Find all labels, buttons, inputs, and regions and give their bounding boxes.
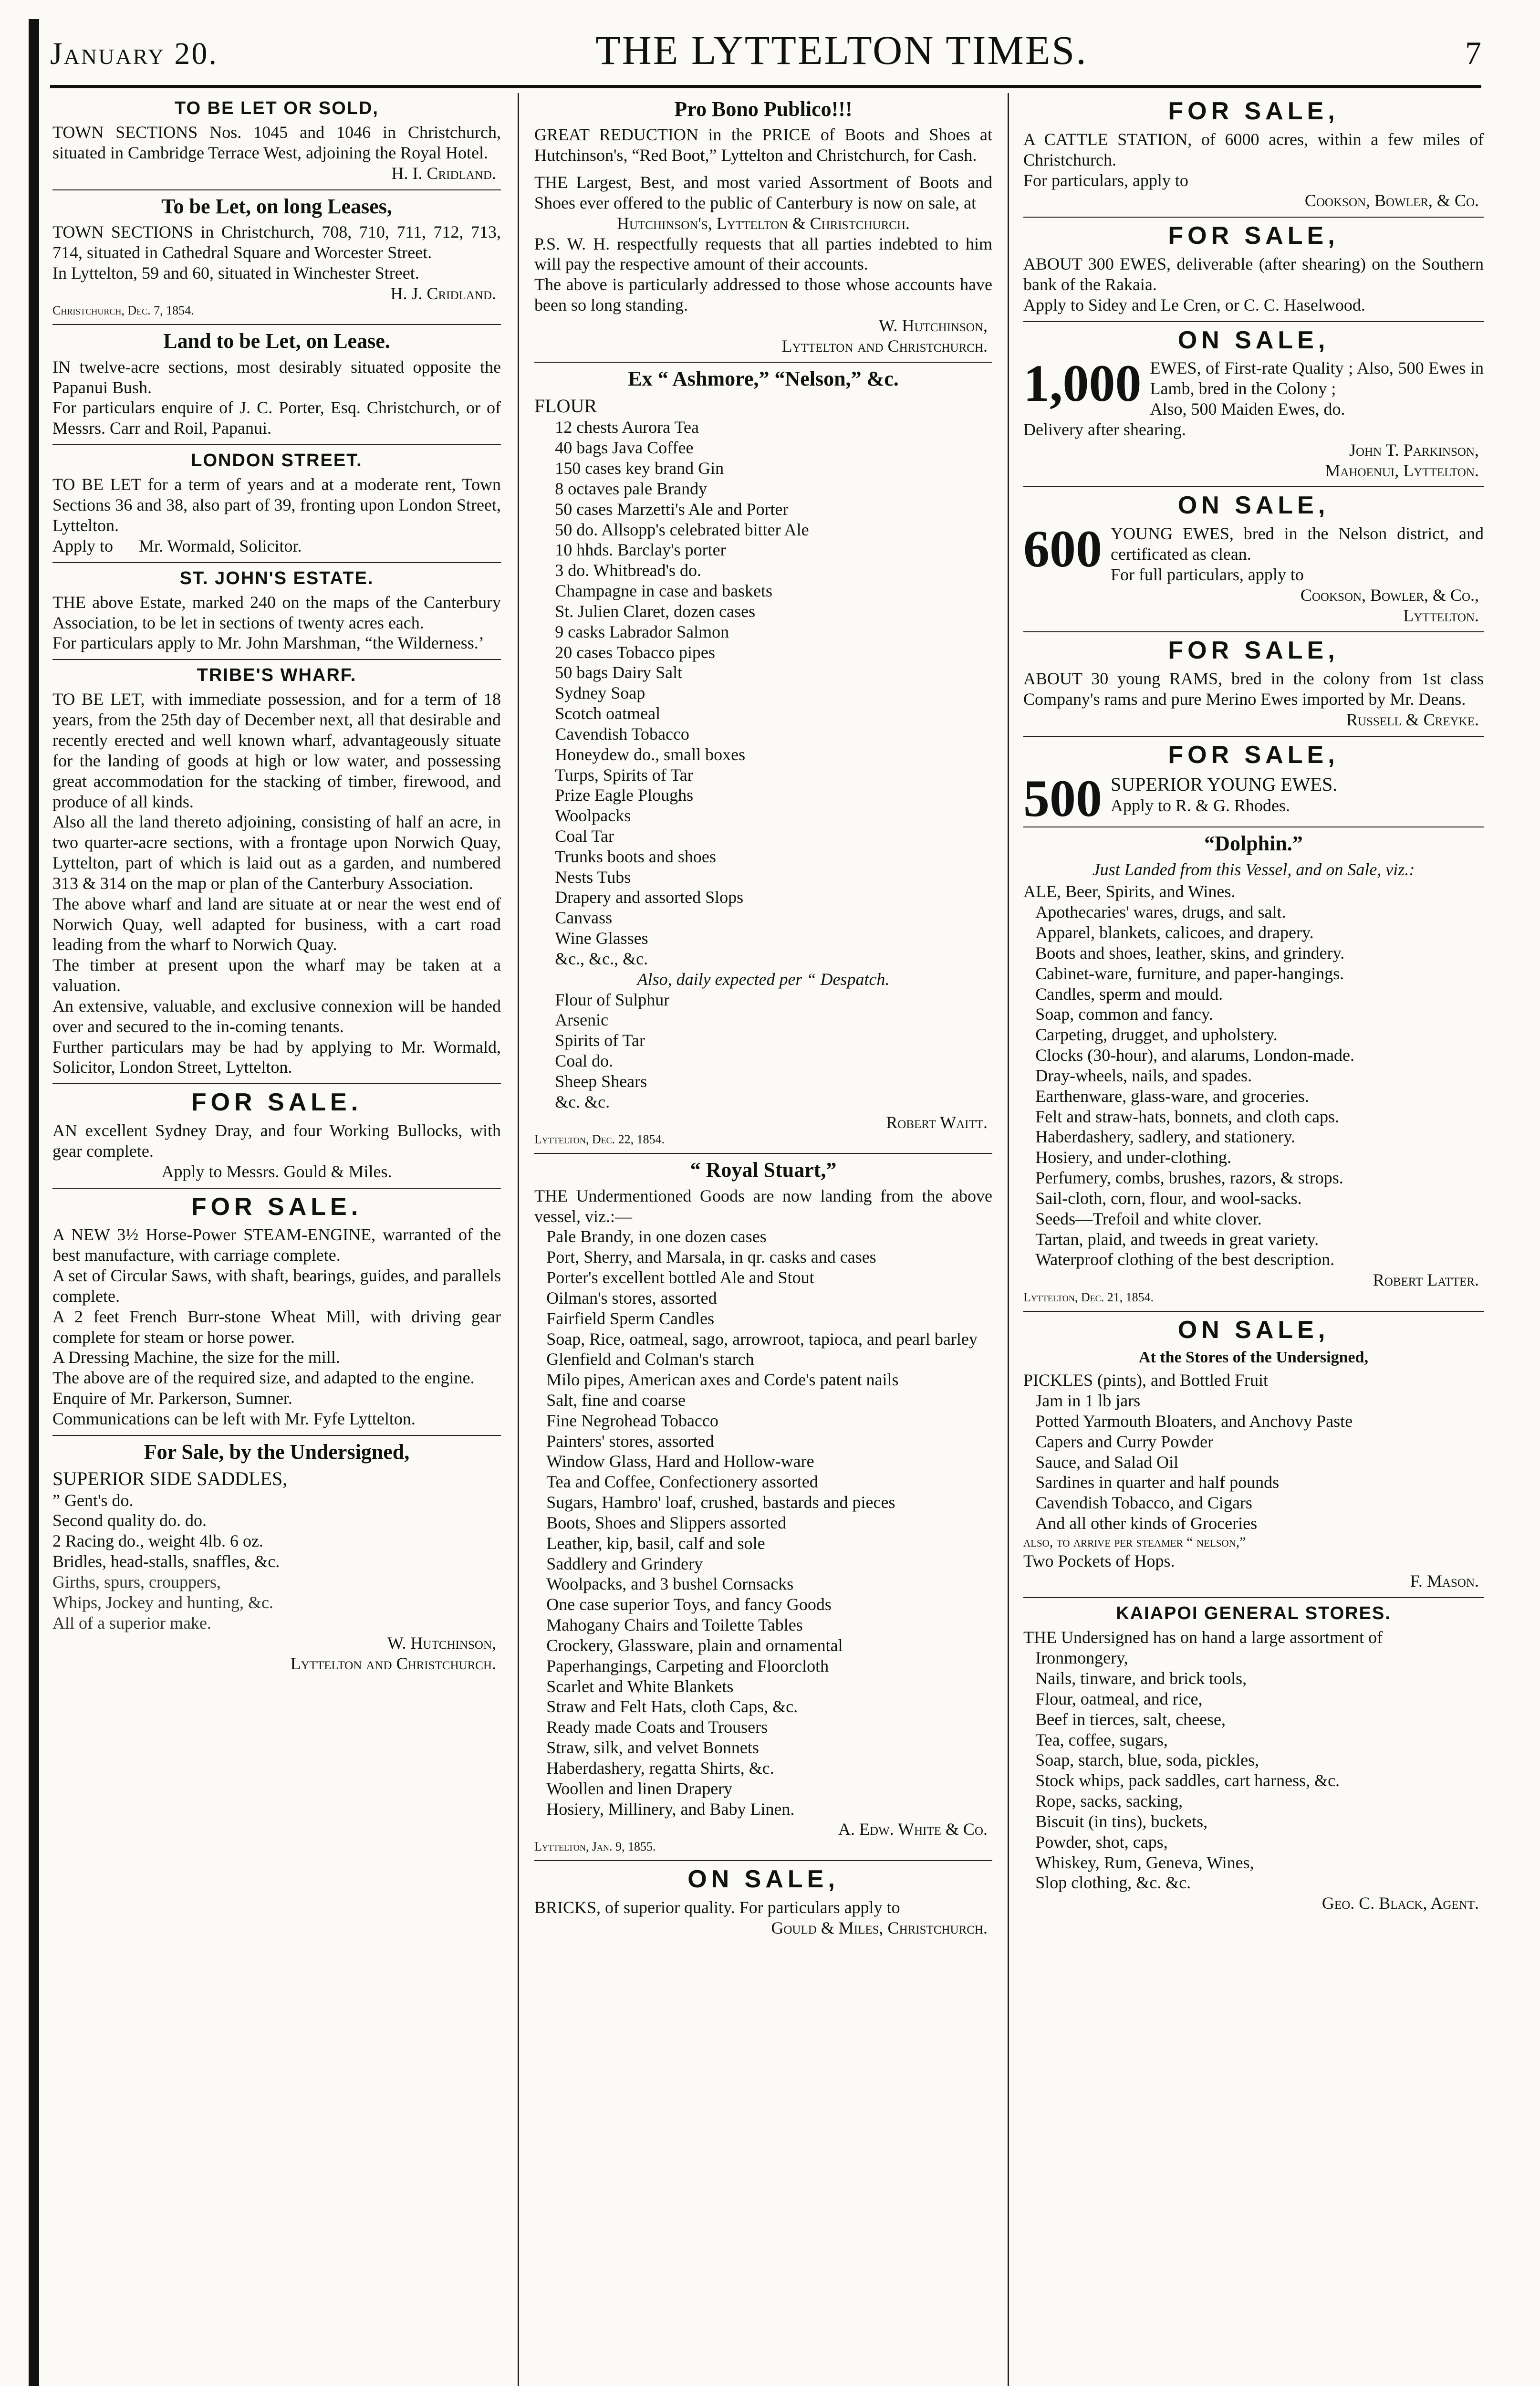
list-item: 40 bags Java Coffee <box>555 438 694 458</box>
advert-heading: LONDON STREET. <box>191 450 363 471</box>
advert-land-lease <box>52 325 501 445</box>
advert-body: ABOUT 30 young RAMS, bred in the colony from 1st class Company's rams and pure Merino Ewes imported by Mr. Deans. <box>1023 669 1484 709</box>
list-item: 12 chests Aurora Tea <box>555 418 699 437</box>
list-item: Paperhangings, Carpeting and Floorcloth <box>546 1656 829 1675</box>
advert-signature: Lyttelton. <box>1403 606 1479 625</box>
list-item: Drapery and assorted Slops <box>555 888 744 907</box>
advert-signature: H. I. Cridland. <box>391 163 496 183</box>
advert-heading: Ex “ Ashmore,” “Nelson,” &c. <box>628 367 899 391</box>
list-item: Saddlery and Grindery <box>546 1554 703 1573</box>
advert-heading: “Dolphin.” <box>1204 832 1303 856</box>
list-item: Woolpacks <box>555 806 631 826</box>
list-item: Straw, silk, and velvet Bonnets <box>546 1738 759 1758</box>
list-item: Capers and Curry Powder <box>1035 1432 1214 1451</box>
advert-body: An extensive, valuable, and exclusive connexion will be handed over and secured to the in-coming tenants. <box>52 996 501 1036</box>
advert-body: For particulars, apply to <box>1023 170 1188 190</box>
list-item: Hosiery, and under-clothing. <box>1035 1148 1232 1167</box>
advert-body: P.S. W. H. respectfully requests that all parties indebted to him will pay the respective amount of their accounts. <box>534 234 992 274</box>
goods-list <box>1023 902 1484 1270</box>
list-item: Nails, tinware, and brick tools, <box>1035 1669 1247 1688</box>
list-item: 150 cases key brand Gin <box>555 459 724 478</box>
list-item: Boots and shoes, leather, skins, and grindery. <box>1035 943 1345 963</box>
list-item: Apothecaries' wares, drugs, and salt. <box>1035 902 1286 922</box>
header-rule <box>50 85 1481 88</box>
list-item: Woolpacks, and 3 bushel Cornsacks <box>546 1574 794 1594</box>
apply-label: Apply to <box>52 536 114 555</box>
advert-subheading: At the Stores of the Undersigned, <box>1138 1348 1368 1366</box>
list-item: Port, Sherry, and Marsala, in qr. casks and cases <box>546 1247 876 1267</box>
advert-body: Also all the land thereto adjoining, consisting of half an acre, in two quarter-acre sections, with a frontage upon Norwich Quay, Lyttelton, part of which is laid out as a garden, and numbered 313 & 314 on the map or plan of the Canterbury Association. <box>52 812 501 893</box>
advert-1000-ewes <box>1023 322 1484 488</box>
advert-body: ABOUT 300 EWES, deliverable (after shearing) on the Southern bank of the Rakaia. <box>1023 254 1484 294</box>
advert-body: IN twelve-acre sections, most desirably situated opposite the Papanui Bush. <box>52 357 501 397</box>
advert-line: Second quality do. do. <box>52 1511 207 1530</box>
advert-heading: ON SALE, <box>1177 1316 1330 1344</box>
list-item: 9 casks Labrador Salmon <box>555 622 729 641</box>
list-item: Tartan, plaid, and tweeds in great variety. <box>1035 1229 1319 1249</box>
list-item: Ready made Coats and Trousers <box>546 1717 768 1737</box>
advert-signature: F. Mason. <box>1410 1571 1479 1591</box>
issue-date: January 20. <box>50 36 218 71</box>
column-middle <box>534 93 992 2386</box>
advert-body: THE Undersigned has on hand a large assortment of <box>1023 1628 1383 1647</box>
advert-heading: FOR SALE. <box>191 1193 363 1221</box>
advert-signature: Lyttelton and Christchurch. <box>781 336 988 356</box>
list-item: Wine Glasses <box>555 929 648 948</box>
advert-signature: Robert Latter. <box>1373 1270 1479 1290</box>
list-item: Trunks boots and shoes <box>555 847 716 866</box>
list-item: 8 octaves pale Brandy <box>555 479 708 498</box>
list-item: Carpeting, drugget, and upholstery. <box>1035 1025 1278 1045</box>
list-item: Coal do. <box>555 1051 614 1071</box>
advert-heading: FOR SALE. <box>191 1088 363 1117</box>
advert-dateline: Lyttelton, Dec. 21, 1854. <box>1023 1290 1154 1304</box>
list-item: Whiskey, Rum, Geneva, Wines, <box>1035 1852 1254 1872</box>
advert-first-line: FLOUR <box>534 395 597 417</box>
advert-number: 600 <box>1023 520 1102 578</box>
advert-body: The above is particularly addressed to those whose accounts have been so long standing. <box>534 275 992 314</box>
advert-number: 1,000 <box>1023 354 1142 413</box>
advert-signature: A. Edw. White & Co. <box>838 1820 988 1839</box>
goods-list <box>534 417 992 969</box>
column-left <box>52 93 501 2386</box>
advert-sydney-dray <box>52 1084 501 1188</box>
page-number: 7 <box>1465 35 1481 71</box>
list-item: &c., &c., &c. <box>555 949 648 968</box>
list-item: Spirits of Tar <box>555 1031 645 1050</box>
list-item: Clocks (30-hour), and alarums, London-made. <box>1035 1046 1355 1065</box>
advert-tribes-wharf <box>52 660 501 1084</box>
advert-body: Communications can be left with Mr. Fyfe Lyttelton. <box>52 1409 416 1428</box>
advert-also: Also, daily expected per “ Despatch. <box>637 969 890 989</box>
list-item: Soap, starch, blue, soda, pickles, <box>1035 1750 1259 1770</box>
advert-body: A CATTLE STATION, of 6000 acres, within a few miles of Christchurch. <box>1023 129 1484 169</box>
column-right <box>1023 93 1484 2386</box>
list-item: Waterproof clothing of the best description. <box>1035 1250 1335 1269</box>
list-item: Soap, Rice, oatmeal, sago, arrowroot, tapioca, and pearl barley <box>546 1329 978 1349</box>
advert-first-line: ALE, Beer, Spirits, and Wines. <box>1023 882 1236 901</box>
advert-signature: H. J. Cridland. <box>390 283 496 303</box>
advert-heading: ON SALE, <box>1177 492 1330 520</box>
advert-st-johns-estate <box>52 563 501 660</box>
advert-signature: Cookson, Bowler, & Co. <box>1304 191 1479 210</box>
list-item: Arsenic <box>555 1010 609 1030</box>
advert-body: In Lyttelton, 59 and 60, situated in Winchester Street. <box>52 263 419 283</box>
list-item: Window Glass, Hard and Hollow-ware <box>546 1452 814 1471</box>
list-item: Cavendish Tobacco <box>555 724 689 743</box>
list-item: Fairfield Sperm Candles <box>546 1308 715 1328</box>
list-item: Fine Negrohead Tobacco <box>546 1411 718 1430</box>
advert-body: Further particulars may be had by applying to Mr. Wormald, Solicitor, London Street, Lyttelton. <box>52 1037 501 1077</box>
advert-line: ” Gent's do. <box>52 1490 134 1510</box>
advert-body: A 2 feet French Burr-stone Wheat Mill, with driving gear complete for steam or horse power. <box>52 1307 501 1347</box>
column-divider <box>518 93 519 2386</box>
list-item: &c. &c. <box>555 1092 610 1111</box>
advert-body: Delivery after shearing. <box>1023 419 1186 439</box>
list-item: Ironmongery, <box>1035 1648 1128 1668</box>
list-item: Soap, common and fancy. <box>1035 1005 1213 1024</box>
advert-signature: Mahoenui, Lyttelton. <box>1325 460 1479 480</box>
list-item: 3 do. Whitbread's do. <box>555 561 701 580</box>
advert-heading: To be Let, on long Leases, <box>161 194 392 218</box>
newspaper-title: THE LYTTELTON TIMES. <box>595 27 1088 73</box>
list-item: Woollen and linen Drapery <box>546 1779 733 1798</box>
list-item: 20 cases Tobacco pipes <box>555 642 715 662</box>
advert-heading: Land to be Let, on Lease. <box>163 329 390 353</box>
list-item: Flour, oatmeal, and rice, <box>1035 1689 1203 1708</box>
advert-600-ewes <box>1023 487 1484 632</box>
advert-signature: Gould & Miles, Christchurch. <box>771 1918 988 1937</box>
list-item: Turps, Spirits of Tar <box>555 765 693 785</box>
advert-dolphin <box>1023 827 1484 1312</box>
list-item: Milo pipes, American axes and Corde's patent nails <box>546 1370 899 1390</box>
advert-signature: Cookson, Bowler, & Co., <box>1300 585 1479 605</box>
advert-signature: W. Hutchinson, <box>878 315 988 335</box>
list-item: Sydney Soap <box>555 683 645 703</box>
list-item: Cavendish Tobacco, and Cigars <box>1035 1493 1252 1513</box>
advert-signature: Lyttelton and Christchurch. <box>290 1654 496 1674</box>
list-item: Leather, kip, basil, calf and sole <box>546 1533 765 1553</box>
list-item: 50 bags Dairy Salt <box>555 663 683 682</box>
advert-heading: TRIBE'S WHARF. <box>197 665 357 686</box>
advert-body: The above wharf and land are situate at or near the west end of Norwich Quay, well adapted for business, with a cart road leading from the wharf to Norwich Quay. <box>52 894 501 954</box>
advert-body: Also, 500 Maiden Ewes, do. <box>1150 399 1345 419</box>
advert-line: All of a superior make. <box>52 1613 211 1633</box>
advert-heading: ST. JOHN'S ESTATE. <box>179 568 374 588</box>
advert-pickles <box>1023 1312 1484 1598</box>
advert-apply <box>52 536 501 556</box>
list-item: Prize Eagle Ploughs <box>555 785 694 805</box>
advert-500-ewes <box>1023 737 1484 827</box>
column-divider <box>1008 93 1009 2386</box>
advert-side-saddles <box>52 1436 501 1680</box>
advert-heading: Pro Bono Publico!!! <box>674 97 853 121</box>
advert-long-leases <box>52 190 501 325</box>
list-item: Sail-cloth, corn, flour, and wool-sacks. <box>1035 1188 1302 1208</box>
list-item: Coal Tar <box>555 826 614 846</box>
list-item: Beef in tierces, salt, cheese, <box>1035 1709 1226 1729</box>
list-item: Tea, coffee, sugars, <box>1035 1730 1168 1749</box>
advert-body: A Dressing Machine, the size for the mill. <box>52 1348 340 1367</box>
advert-body: GREAT REDUCTION in the PRICE of Boots and Shoes at Hutchinson's, “Red Boot,” Lyttelton and Christchurch, for Cash. <box>534 125 992 165</box>
list-item: Perfumery, combs, brushes, razors, & strops. <box>1035 1168 1343 1188</box>
list-item: St. Julien Claret, dozen cases <box>555 601 756 621</box>
list-item: Biscuit (in tins), buckets, <box>1035 1811 1208 1831</box>
goods-list <box>534 1226 992 1819</box>
goods-list <box>1023 1648 1484 1893</box>
left-margin-rule <box>29 19 39 2386</box>
list-item: One case superior Toys, and fancy Goods <box>546 1595 832 1614</box>
advert-dateline: Lyttelton, Dec. 22, 1854. <box>534 1132 665 1147</box>
page-header <box>50 26 1481 84</box>
advert-also: also, to arrive per steamer “ nelson,” <box>1023 1534 1246 1550</box>
list-item: Mahogany Chairs and Toilette Tables <box>546 1615 803 1635</box>
advert-number: 500 <box>1023 769 1102 827</box>
goods-list <box>534 990 992 1112</box>
list-item: Candles, sperm and mould. <box>1035 984 1223 1004</box>
list-item: Potted Yarmouth Bloaters, and Anchovy Paste <box>1035 1411 1353 1431</box>
list-item: Hosiery, Millinery, and Baby Linen. <box>546 1799 795 1819</box>
list-item: Crockery, Glassware, plain and ornamental <box>546 1635 843 1655</box>
advert-body: TOWN SECTIONS in Christchurch, 708, 710, 711, 712, 713, 714, situated in Cathedral Square and Worcester Street. <box>52 222 501 262</box>
list-item: 10 hhds. Barclay's porter <box>555 540 726 560</box>
list-item: Sardines in quarter and half pounds <box>1035 1473 1280 1492</box>
advert-body: Apply to R. & G. Rhodes. <box>1111 796 1290 816</box>
advert-body: TO BE LET, with immediate possession, and for a term of 18 years, from the 25th day of December next, all that desirable and recently erected and well known wharf, advantageously situate for the landing of goods at high or low water, and possessing great accommodation for the stacking of timber, firewood, and produce of all kinds. <box>52 690 501 811</box>
advert-body: Hutchinson's, Lyttelton & Christchurch. <box>616 213 910 233</box>
advert-body: Apply to Sidey and Le Cren, or C. C. Haselwood. <box>1023 295 1365 314</box>
advert-body: THE above Estate, marked 240 on the maps of the Canterbury Association, to be let in sections of twenty acres each. <box>52 592 501 632</box>
list-item: Scarlet and White Blankets <box>546 1676 734 1696</box>
advert-bricks <box>534 1861 992 1944</box>
advert-body: The above are of the required size, and adapted to the engine. <box>52 1368 475 1388</box>
list-item: Earthenware, glass-ware, and groceries. <box>1035 1086 1309 1106</box>
advert-subheading: Just Landed from this Vessel, and on Sale, viz.: <box>1092 859 1415 879</box>
list-item: Porter's excellent bottled Ale and Stout <box>546 1268 814 1287</box>
advert-body: A set of Circular Saws, with shaft, bearings, guides, and parallels complete. <box>52 1266 501 1306</box>
advert-signature: Robert Waitt. <box>886 1112 988 1132</box>
advert-body: THE Largest, Best, and most varied Assortment of Boots and Shoes ever offered to the public of Canterbury is now on sale, at <box>534 173 992 212</box>
advert-heading: FOR SALE, <box>1168 222 1339 250</box>
advert-signature: Geo. C. Black, Agent. <box>1321 1894 1479 1913</box>
advert-heading: KAIAPOI GENERAL STORES. <box>1116 1603 1391 1624</box>
advert-steam-engine <box>52 1189 501 1436</box>
list-item: Sauce, and Salad Oil <box>1035 1452 1179 1472</box>
advert-heading: TO BE LET OR SOLD, <box>175 98 379 118</box>
list-item: 50 cases Marzetti's Ale and Porter <box>555 499 789 519</box>
list-item: Boots, Shoes and Slippers assorted <box>546 1513 787 1532</box>
advert-dateline: Christchurch, Dec. 7, 1854. <box>52 303 194 318</box>
advert-body: For full particulars, apply to <box>1111 565 1304 584</box>
advert-to-be-let-or-sold <box>52 93 501 190</box>
list-item: Sugars, Hambro' loaf, crushed, bastards and pieces <box>546 1493 895 1512</box>
list-item: Straw and Felt Hats, cloth Caps, &c. <box>546 1697 798 1716</box>
advert-cattle-station <box>1023 93 1484 218</box>
list-item: Oilman's stores, assorted <box>546 1288 717 1308</box>
advert-line: 2 Racing do., weight 4lb. 6 oz. <box>52 1531 263 1551</box>
advert-royal-stuart <box>534 1154 992 1861</box>
advert-heading: FOR SALE, <box>1168 741 1339 769</box>
advert-body: SUPERIOR SIDE SADDLES, <box>52 1468 288 1490</box>
advert-first-line: PICKLES (pints), and Bottled Fruit <box>1023 1371 1268 1390</box>
advert-body: AN excellent Sydney Dray, and four Working Bullocks, with gear complete. <box>52 1121 501 1161</box>
advert-body: For particulars apply to Mr. John Marshman, “the Wilderness.’ <box>52 633 484 653</box>
advert-body: Enquire of Mr. Parkerson, Sumner. <box>52 1389 292 1408</box>
advert-line: Girths, spurs, crouppers, <box>52 1572 221 1591</box>
list-item: Nests Tubs <box>555 867 631 887</box>
list-item: Canvass <box>555 908 613 928</box>
list-item: Tea and Coffee, Confectionery assorted <box>546 1472 818 1492</box>
list-item: And all other kinds of Groceries <box>1035 1514 1258 1533</box>
advert-apply: Apply to Messrs. Gould & Miles. <box>161 1162 392 1181</box>
list-item: Stock whips, pack saddles, cart harness, &c. <box>1035 1771 1340 1790</box>
advert-body: BRICKS, of superior quality. For particulars apply to <box>534 1898 900 1917</box>
list-item: Seeds—Trefoil and white clover. <box>1035 1209 1262 1228</box>
advert-signature: Russell & Creyke. <box>1346 710 1479 729</box>
advert-signature: W. Hutchinson, <box>387 1633 496 1653</box>
advert-london-street <box>52 445 501 563</box>
advert-30-rams <box>1023 632 1484 736</box>
advert-body: For particulars enquire of J. C. Porter, Esq. Christchurch, or of Messrs. Carr and Roil, Papanui. <box>52 398 501 438</box>
list-item: Cabinet-ware, furniture, and paper-hangings. <box>1035 963 1344 983</box>
advert-heading: ON SALE, <box>687 1865 839 1894</box>
advert-signature: John T. Parkinson, <box>1349 440 1479 460</box>
advert-300-ewes <box>1023 218 1484 322</box>
advert-ex-ashmore-nelson <box>534 363 992 1154</box>
advert-heading: For Sale, by the Undersigned, <box>144 1440 410 1464</box>
list-item: Flour of Sulphur <box>555 990 670 1009</box>
advert-body: The timber at present upon the wharf may be taken at a valuation. <box>52 955 501 995</box>
list-item: Champagne in case and baskets <box>555 581 773 601</box>
advert-heading: FOR SALE, <box>1168 637 1339 665</box>
list-item: Salt, fine and coarse <box>546 1390 686 1410</box>
advert-body: TOWN SECTIONS Nos. 1045 and 1046 in Christchurch, situated in Cambridge Terrace West, adjoining the Royal Hotel. <box>52 123 501 163</box>
list-item: Felt and straw-hats, bonnets, and cloth caps. <box>1035 1107 1340 1126</box>
advert-heading: FOR SALE, <box>1168 97 1339 125</box>
list-item: Rope, sacks, sacking, <box>1035 1791 1183 1811</box>
advert-kaiapoi-stores <box>1023 1598 1484 1919</box>
advert-body: TO BE LET for a term of years and at a moderate rent, Town Sections 36 and 38, also part of 39, fronting upon London Street, Lyttelton. <box>52 475 501 535</box>
advert-signature: Mr. Wormald, Solicitor. <box>139 536 302 555</box>
list-item: Slop clothing, &c. &c. <box>1035 1873 1191 1893</box>
list-item: Dray-wheels, nails, and spades. <box>1035 1066 1252 1085</box>
list-item: Sheep Shears <box>555 1071 647 1091</box>
advert-body: Two Pockets of Hops. <box>1023 1551 1175 1570</box>
advert-dateline: Lyttelton, Jan. 9, 1855. <box>534 1840 656 1854</box>
advert-body: SUPERIOR YOUNG EWES. <box>1111 773 1338 795</box>
advert-line: Bridles, head-stalls, snaffles, &c. <box>52 1552 280 1571</box>
list-item: Painters' stores, assorted <box>546 1431 714 1451</box>
list-item: 50 do. Allsopp's celebrated bitter Ale <box>555 520 809 539</box>
list-item: Jam in 1 lb jars <box>1035 1391 1141 1411</box>
list-item: Pale Brandy, in one dozen cases <box>546 1227 767 1246</box>
advert-body: YOUNG EWES, bred in the Nelson district, and certificated as clean. <box>1111 524 1484 564</box>
advert-line: Whips, Jockey and hunting, &c. <box>52 1592 273 1612</box>
list-item: Haberdashery, sadlery, and stationery. <box>1035 1127 1295 1147</box>
list-item: Haberdashery, regatta Shirts, &c. <box>546 1758 774 1778</box>
list-item: Apparel, blankets, calicoes, and drapery. <box>1035 923 1314 942</box>
advert-body: EWES, of First-rate Quality ; Also, 500 Ewes in Lamb, bred in the Colony ; <box>1150 358 1484 398</box>
goods-list <box>1023 1391 1484 1534</box>
list-item: Scotch oatmeal <box>555 704 661 723</box>
advert-body: A NEW 3½ Horse-Power STEAM-ENGINE, warranted of the best manufacture, with carriage complete. <box>52 1225 501 1265</box>
list-item: Glenfield and Colman's starch <box>546 1350 754 1369</box>
advert-heading: “ Royal Stuart,” <box>690 1158 837 1182</box>
list-item: Honeydew do., small boxes <box>555 744 746 764</box>
advert-pro-bono-publico <box>534 93 992 363</box>
advert-body: THE Undermentioned Goods are now landing from the above vessel, viz.:— <box>534 1186 992 1226</box>
list-item: Powder, shot, caps, <box>1035 1832 1168 1852</box>
advert-heading: ON SALE, <box>1177 326 1330 354</box>
